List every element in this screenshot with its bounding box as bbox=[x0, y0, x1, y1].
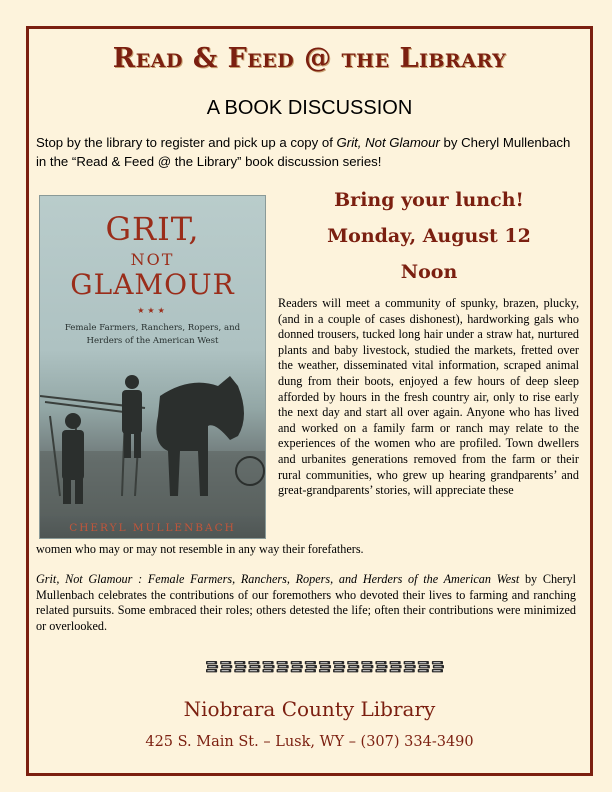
book-stack-icon bbox=[404, 661, 416, 672]
library-address: 425 S. Main St. – Lusk, WY – (307) 334-3490 bbox=[145, 734, 474, 750]
book-stack-icon-row bbox=[205, 660, 445, 674]
book-stack-icon bbox=[418, 661, 430, 672]
book-description: Readers will meet a community of spunky, brazen, plucky, (and in a couple of cases dishonest), hardworking gals who donned trousers, tucked long hair under a straw hat, nurtured plants and baby livestock, studied the markets, fretted over the weather, disseminated vital information, scraped animal dung from their boots, enjoyed a few hours of deep sleep afforded by hours in the fresh country air, only to rise early the next day and start all over again. Anyone who has lived and worked on a family farm or ranch may relate to the experiences of the women who are profiled. Town dwellers and urbanites generations removed from the farm or their rural communities, who grew up hearing grandparents’ and great-grandparents’ stories, will appreciate these bbox=[278, 296, 579, 498]
flyer-title: Read & Feed @ the Library bbox=[112, 43, 507, 74]
book-stack-icon bbox=[206, 661, 218, 672]
book-stack-icon bbox=[305, 661, 317, 672]
summary-text: by Cheryl Mullenbach celebrates the contributions of our foremothers who devoted their lives to farming and ranching related pursuits. Some embraced their roles; others detested the life; often their contributions were minimized or overlooked. bbox=[36, 572, 577, 633]
book-summary bbox=[36, 572, 576, 634]
cover-author: CHERYL MULLENBACH bbox=[69, 522, 236, 534]
flyer-subtitle: A BOOK DISCUSSION bbox=[206, 97, 413, 119]
book-stack-icon bbox=[361, 661, 373, 672]
summary-book-title: Grit, Not Glamour : Female Farmers, Ranchers, Ropers, and Herders of the American West bbox=[36, 572, 520, 586]
book-stack-icon bbox=[248, 661, 260, 672]
event-time: Noon bbox=[400, 261, 458, 283]
cover-stars: ★★★ bbox=[137, 306, 168, 315]
book-stack-icon bbox=[291, 661, 303, 672]
book-stack-icon bbox=[390, 661, 402, 672]
library-name: Niobrara County Library bbox=[183, 697, 436, 721]
intro-book-title: Grit, Not Glamour bbox=[336, 135, 440, 150]
book-stack-icon bbox=[375, 661, 387, 672]
book-stack-icon bbox=[277, 661, 289, 672]
event-lunch-callout: Bring your lunch! bbox=[334, 189, 524, 211]
farm-photo-illustration bbox=[40, 356, 265, 516]
book-stack-icon bbox=[347, 661, 359, 672]
intro-text bbox=[36, 133, 583, 171]
book-stack-icon bbox=[319, 661, 331, 672]
flyer-frame bbox=[26, 26, 593, 776]
intro-before: Stop by the library to register and pick up a copy of bbox=[36, 135, 337, 150]
cover-title-line3: GLAMOUR bbox=[70, 268, 235, 301]
intro-after: by Cheryl Mullenbach in the “Read & Feed @ the Library” book discussion series! bbox=[36, 135, 571, 169]
event-date: Monday, August 12 bbox=[327, 225, 531, 247]
book-stack-icon bbox=[234, 661, 246, 672]
book-stack-icon bbox=[262, 661, 274, 672]
book-stack-icon bbox=[432, 661, 444, 672]
book-stack-icon bbox=[333, 661, 345, 672]
cover-title-line1: GRIT, bbox=[105, 210, 200, 248]
cover-title-line2: NOT bbox=[130, 250, 175, 269]
book-stack-icon bbox=[220, 661, 232, 672]
book-cover-image bbox=[39, 195, 266, 539]
cover-subtitle: Female Farmers, Ranchers, Ropers, and Herders of the American West bbox=[64, 323, 241, 346]
book-description-tail: women who may or may not resemble in any way their forefathers. bbox=[36, 542, 364, 556]
